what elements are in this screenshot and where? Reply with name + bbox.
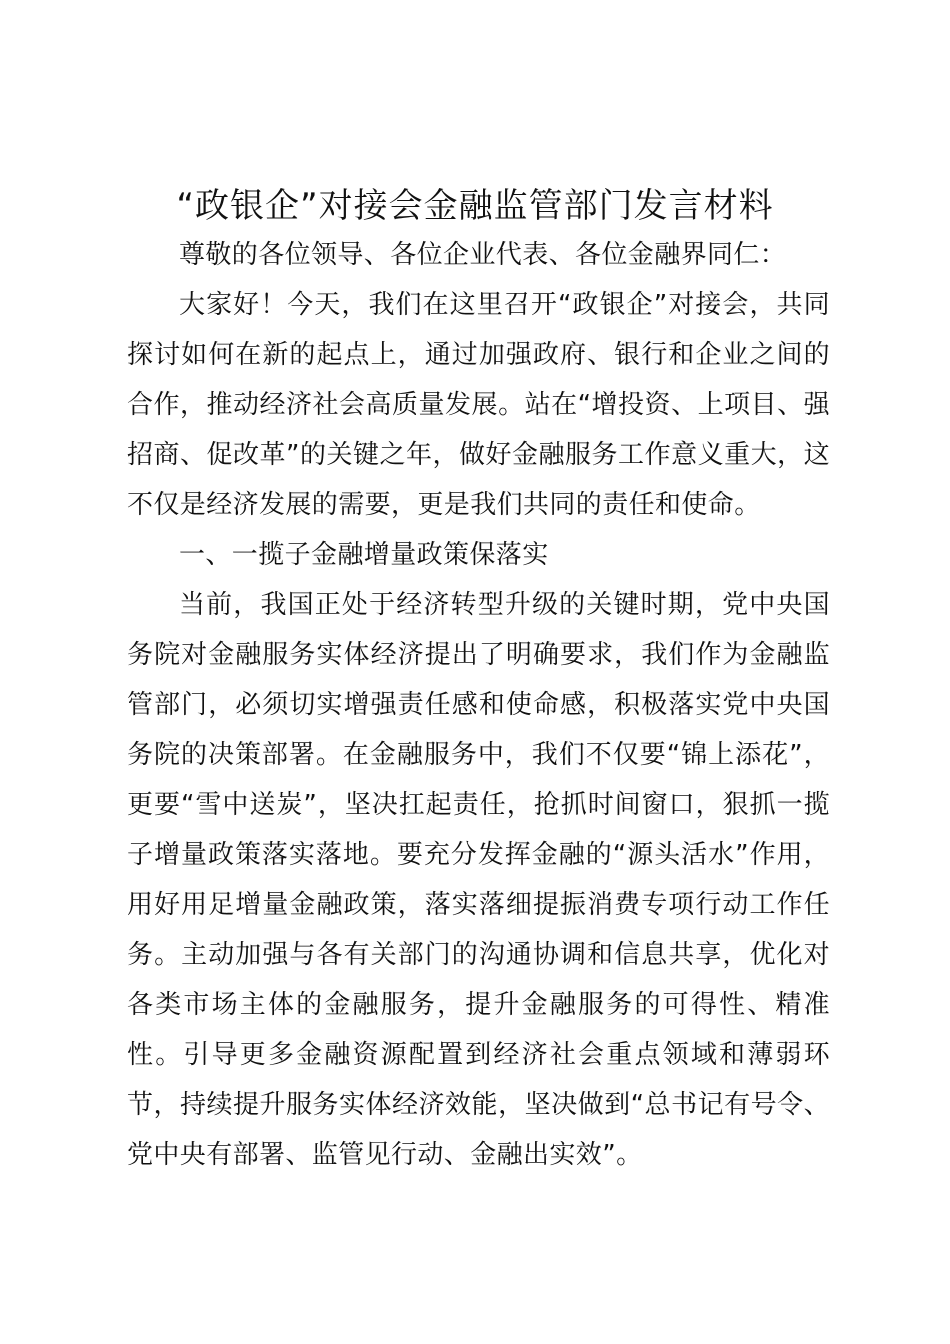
salutation: 尊敬的各位领导、各位企业代表、各位金融界同仁：: [179, 240, 787, 270]
section-heading-1: 一、一揽子金融增量政策保落实: [179, 540, 549, 570]
paragraph-section-1: 当前，我国正处于经济转型升级的关键时期，党中央国务院对金融服务实体经济提出了明确要求，我们作为金融监管部门，必须切实增强责任感和使命感，积极落实党中央国务院的决策部署。在金融服务中，我们不仅要“锦上添花”，更要“雪中送炭”，坚决扛起责任，抢抓时间窗口，狠抓一揽子增量政策落实落地。要充分发挥金融的“源头活水”作用，用好用足增量金融政策，落实落细提振消费专项行动工作任务。主动加强与各有关部门的沟通协调和信息共享，优化对各类市场主体的金融服务，提升金融服务的可得性、精准性。引导更多金融资源配置到经济社会重点领域和薄弱环节，持续提升服务实体经济效能，坚决做到“总书记有号令、党中央有部署、监管见行动、金融出实效”。: [127, 590, 830, 1170]
document-body: [127, 230, 830, 1180]
paragraph-opening: 大家好！今天，我们在这里召开“政银企”对接会，共同探讨如何在新的起点上，通过加强政府、银行和企业之间的合作，推动经济社会高质量发展。站在“增投资、上项目、强招商、促改革”的关键之年，做好金融服务工作意义重大，这不仅是经济发展的需要，更是我们共同的责任和使命。: [127, 290, 830, 520]
document-title: “政银企”对接会金融监管部门发言材料: [176, 186, 774, 226]
